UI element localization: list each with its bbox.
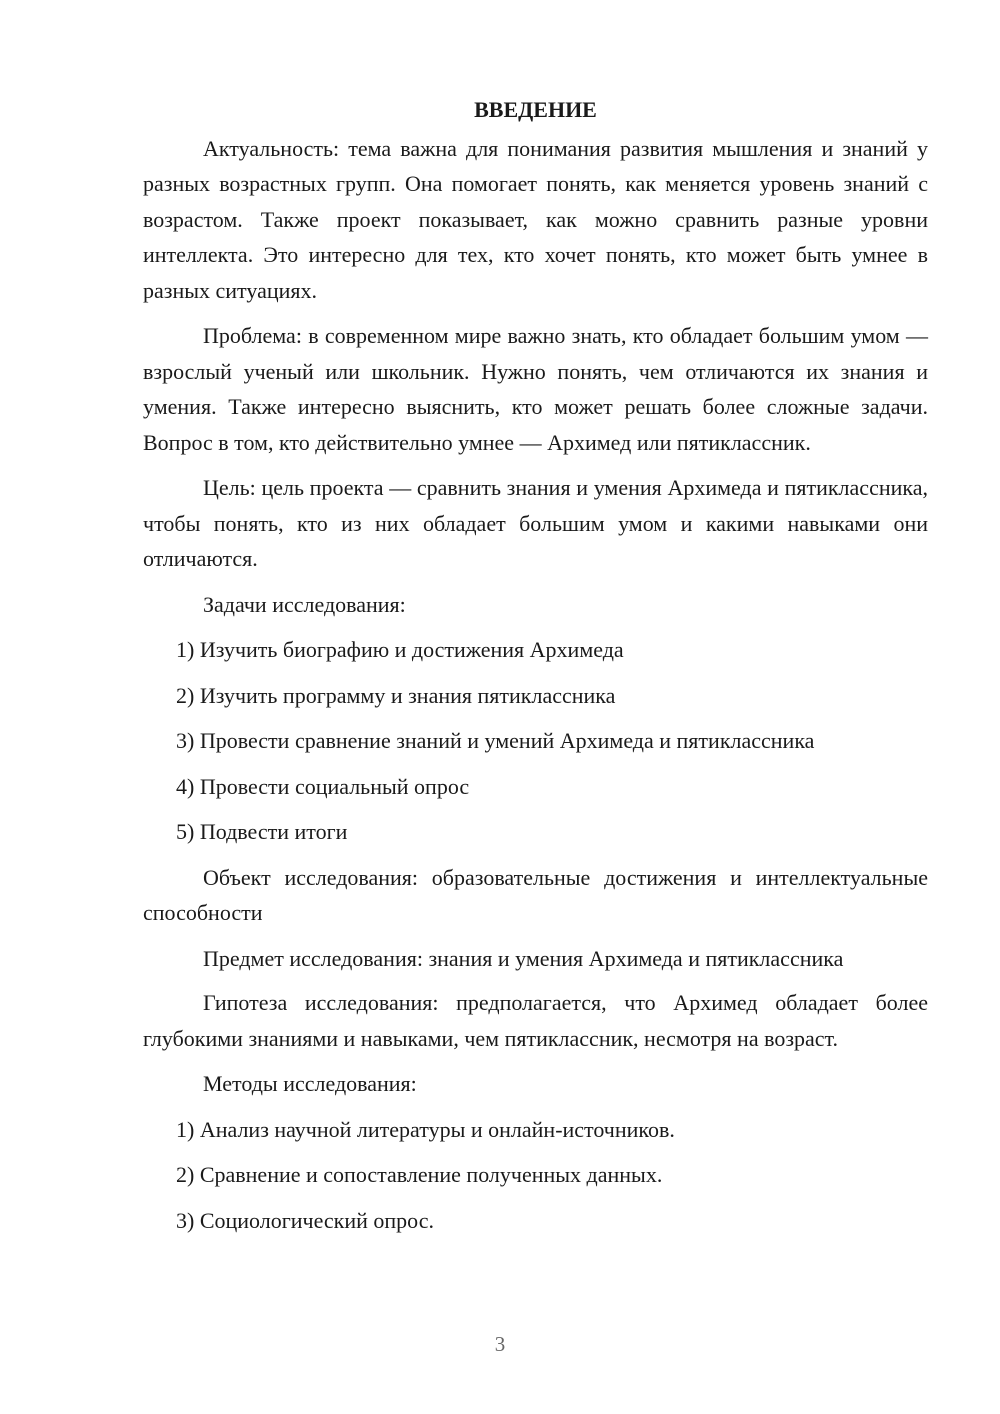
relevance-paragraph: Актуальность: тема важна для понимания развития мышления и знаний у разных возрастных групп. Она помогает понять, как меняется уровень знаний с возрастом. Также проект показывает, как можно сравнить разные уровни интеллекта. Это интересно для тех, кто хочет понять, кто может быть умнее в разных ситуациях. [143, 135, 928, 303]
tasks-title: Задачи исследования: [203, 591, 406, 617]
problem-paragraph: Проблема: в современном мире важно знать, кто обладает большим умом — взрослый ученый или школьник. Нужно понять, чем отличаются их знания и умения. Также интересно выяснить, кто может решать более сложные задачи. Вопрос в том, кто действительно умнее — Архимед или пятиклассник. [143, 323, 928, 455]
task-item: 3) Провести сравнение знаний и умений Архимеда и пятиклассника [176, 728, 815, 753]
task-item: 2) Изучить программу и знания пятиклассника [176, 682, 616, 708]
hypothesis-paragraph: Гипотеза исследования: предполагается, что Архимед обладает более глубокими знаниями и навыками, чем пятиклассник, несмотря на возраст. [143, 990, 928, 1051]
methods-title: Методы исследования: [203, 1071, 417, 1096]
page-number: 3 [494, 1332, 506, 1356]
task-item: 1) Изучить биографию и достижения Архимеда [176, 637, 624, 662]
subject-paragraph: Предмет исследования: знания и умения Архимеда и пятиклассника [203, 945, 844, 971]
method-item: 1) Анализ научной литературы и онлайн-источников. [176, 1116, 675, 1142]
method-item: 3) Социологический опрос. [176, 1207, 434, 1233]
tasks-list [143, 632, 928, 850]
task-item: 5) Подвести итоги [176, 819, 348, 844]
document-page [143, 92, 928, 1248]
method-item: 2) Сравнение и сопоставление полученных данных. [176, 1162, 663, 1187]
goal-paragraph: Цель: цель проекта — сравнить знания и умения Архимеда и пятиклассника, чтобы понять, кто из них обладает большим умом и какими навыками они отличаются. [143, 475, 928, 571]
object-paragraph: Объект исследования: образовательные достижения и интеллектуальные способности [143, 864, 928, 925]
section-heading: ВВЕДЕНИЕ [474, 97, 597, 122]
task-item: 4) Провести социальный опрос [176, 773, 470, 799]
methods-list [143, 1112, 928, 1239]
